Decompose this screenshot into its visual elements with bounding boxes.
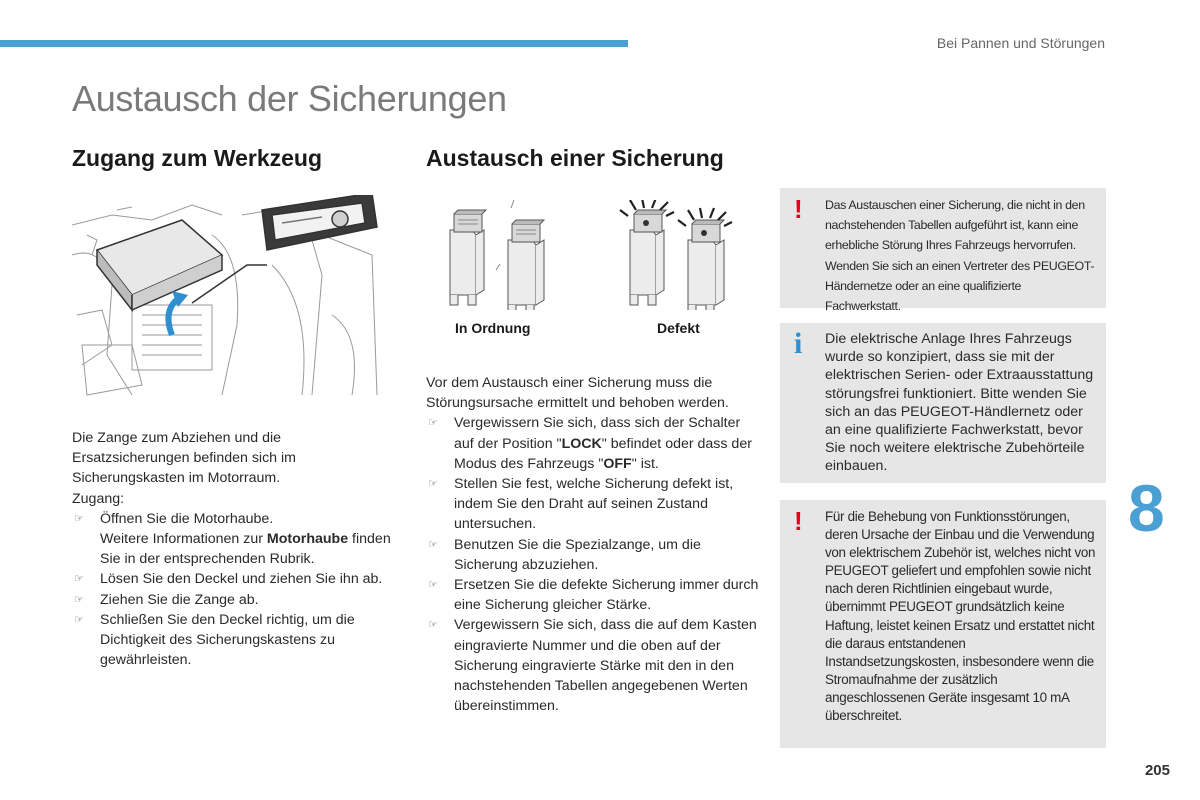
bullet-text: " ist.	[631, 455, 659, 472]
list-item	[426, 413, 761, 474]
bullet-bold-text: Motorhaube	[266, 531, 349, 548]
heading-tool-access: Zugang zum Werkzeug	[72, 145, 323, 171]
list-item	[426, 535, 761, 575]
pointing-hand-icon: ☞	[74, 512, 84, 525]
warning-note-text: Für die Behebung von Funktionsstörungen, deren Ursache der Einbau und die Verwendung von elektrischem Zubehör ist, welches nicht von PEUGEOT geliefert und empfohlen sowie nicht nach deren Richtlinien eingebaut wurde, übernimmt PEUGEOT grundsätzlich keine Haftung, leistet keinen Ersatz und erstattet nicht die daraus entstandenen Instandsetzungskosten, insbesondere wenn die Stromaufnahme der zusätzlich angeschlossenen Geräte insgesamt 10 mA überschreitet.	[825, 509, 1096, 724]
header-accent-bar	[0, 40, 628, 47]
fuse-replacement-intro: Vor dem Austausch einer Sicherung muss die Störungsursache ermittelt und behoben werden.	[426, 375, 729, 412]
bullet-text: Weitere Informationen zur	[100, 531, 267, 548]
bullet-text: Ziehen Sie die Zange ab.	[100, 591, 259, 608]
bullet-text: finden Sie in der entsprechenden Rubrik.	[100, 531, 391, 568]
fuse-replacement-text	[426, 373, 761, 716]
list-item	[72, 590, 392, 610]
bullet-text: Öffnen Sie die Motorhaube.	[100, 510, 274, 527]
tool-access-text	[72, 428, 392, 670]
heading-fuse-replacement: Austausch einer Sicherung	[426, 145, 724, 171]
fuse-ok-label: In Ordnung	[455, 320, 531, 336]
list-item	[426, 474, 761, 535]
pointing-hand-icon: ☞	[428, 417, 438, 430]
bullet-text: Schließen Sie den Deckel richtig, um die Dichtigkeit des Sicherungskastens zu gewährleisten.	[100, 611, 355, 669]
fuse-comparison-illustration	[436, 200, 736, 310]
info-i-icon: i	[794, 327, 803, 360]
list-item	[72, 509, 392, 570]
bullet-text: Ersetzen Sie die defekte Sicherung immer durch eine Sicherung gleicher Stärke.	[454, 577, 759, 614]
pointing-hand-icon: ☞	[428, 478, 438, 491]
pointing-hand-icon: ☞	[428, 579, 438, 592]
pointing-hand-icon: ☞	[74, 593, 84, 606]
pointing-hand-icon: ☞	[428, 619, 438, 632]
access-label: Zugang:	[72, 490, 125, 507]
warning-exclamation-icon: !	[794, 194, 803, 224]
section-header: Bei Pannen und Störungen	[936, 35, 1105, 51]
bullet-text: Vergewissern Sie sich, dass sich der Schalter auf der Position "	[454, 415, 741, 452]
engine-fusebox-illustration	[72, 195, 382, 405]
pointing-hand-icon: ☞	[428, 538, 438, 551]
warning-note-box	[780, 188, 1106, 314]
info-note-text: Die elektrische Anlage Ihres Fahrzeugs wurde so konzipiert, dass sie mit der elektrischen Serien- oder Extraausstattung störungsfrei funktioniert. Bitte wenden Sie sich an das PEUGEOT-Händlernetz oder an eine qualifizierte Fachwerkstatt, bevor Sie noch weitere elektrische Zubehörteile einbauen.	[825, 331, 1094, 475]
bullet-text: Vergewissern Sie sich, dass die auf dem Kasten eingravierte Nummer und die oben auf der Sicherung eingravierte Stärke mit den in den nachstehenden Tabellen angegebenen Werten übereinstimmen.	[454, 617, 757, 715]
fuse-defect-label: Defekt	[657, 320, 700, 336]
warning-note-text: Das Austauschen einer Sicherung, die nicht in den nachstehenden Tabellen aufgeführt ist, kann eine erhebliche Störung Ihres Fahrzeugs hervorrufen. Wenden Sie sich an einen Vertreter des PEUGEOT-Händernetze oder an eine qualifizierte Fachwerkstatt.	[825, 198, 1095, 314]
list-item	[72, 610, 392, 671]
warning-note-box	[780, 500, 1106, 748]
bullet-bold-text: LOCK	[561, 435, 602, 452]
chapter-number: 8	[1128, 471, 1165, 545]
list-item	[72, 569, 392, 589]
bullet-text: Benutzen Sie die Spezialzange, um die Sicherung abzuziehen.	[454, 536, 701, 573]
pointing-hand-icon: ☞	[74, 613, 84, 626]
list-item	[426, 615, 761, 716]
page-title: Austausch der Sicherungen	[72, 78, 507, 119]
bullet-text: Lösen Sie den Deckel und ziehen Sie ihn ab.	[100, 571, 383, 588]
bullet-bold-text: OFF	[603, 455, 632, 472]
page-number: 205	[1144, 762, 1170, 779]
bullet-text: " befindet oder dass der Modus des Fahrzeugs "	[454, 435, 752, 472]
tool-access-intro: Die Zange zum Abziehen und die Ersatzsicherungen befinden sich im Sicherungskasten im Motorraum.	[72, 430, 296, 487]
pointing-hand-icon: ☞	[74, 573, 84, 586]
list-item	[426, 575, 761, 615]
warning-exclamation-icon: !	[794, 506, 803, 536]
bullet-text: Stellen Sie fest, welche Sicherung defekt ist, indem Sie den Draht auf seinen Zustand untersuchen.	[454, 476, 734, 533]
info-note-box	[780, 323, 1106, 483]
